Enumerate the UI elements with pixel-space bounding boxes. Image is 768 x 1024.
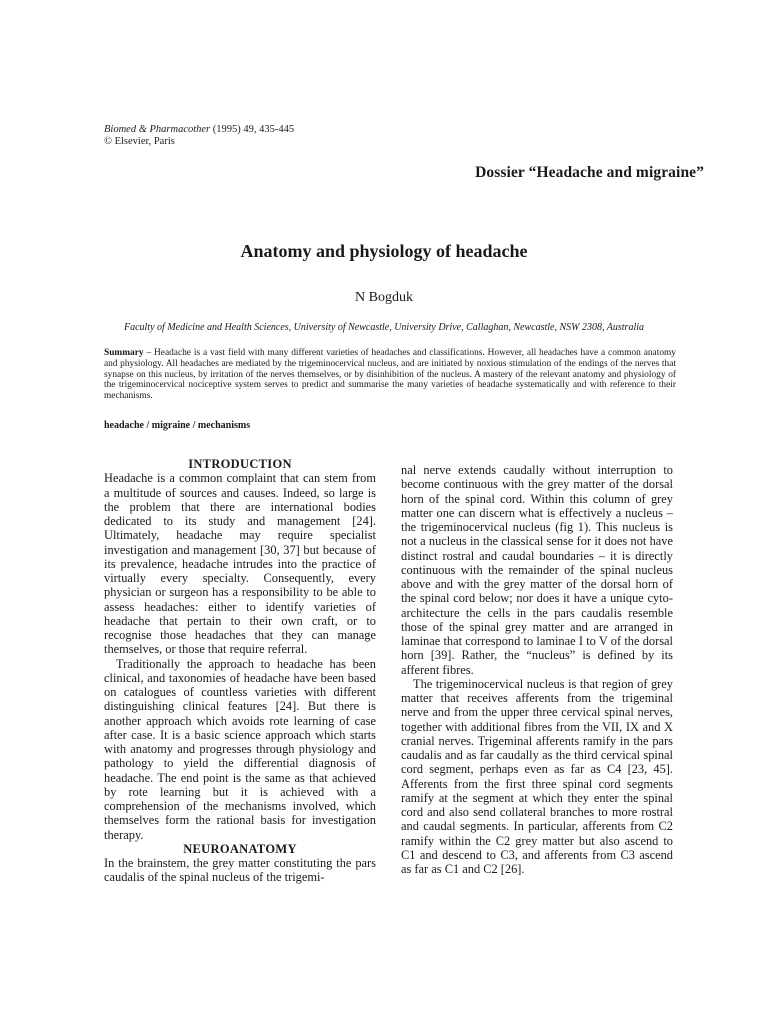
paragraph: Headache is a common complaint that can stem from a multitude of sources and causes. Indeed, so large is the problem that there are international bodies dedicated to its study and management [24]. Ultimately, headache may require specialist investigation and management [30, 37] but because of its prevalence, headache intrudes into the practice of virtually every specialty. Consequently, every physician or surgeon has a responsibility to be able to assess headaches: either to identify varieties of headache that pertain to their own craft, or to recognise those headaches that they can manage themselves, or those that require referral. — [104, 471, 376, 657]
paragraph: In the brainstem, the grey matter constituting the pars caudalis of the spinal nucleus of the trigemi- — [104, 856, 376, 885]
abstract — [104, 348, 676, 402]
author-affiliation: Faculty of Medicine and Health Sciences, University of Newcastle, University Drive, Callaghan, Newcastle, NSW 2308, Australia — [124, 322, 644, 333]
journal-volume: (1995) 49, 435-445 — [210, 124, 295, 135]
journal-title: Biomed & Pharmacother — [104, 124, 211, 135]
article-title: Anatomy and physiology of headache — [240, 241, 528, 261]
dossier-heading: Dossier “Headache and migraine” — [475, 164, 704, 181]
paragraph: The trigeminocervical nucleus is that region of grey matter that receives afferents from the trigeminal nerve and from the upper three cervical spinal nerves, together with additional fibres from the VII, IX and X cranial nerves. Trigeminal afferents ramify in the pars caudalis and as far caudally as the third cervical spinal cord segment, perhaps even as far as C4 [23, 45]. Afferents from the first three spinal cord segments ramify at the segment at which they enter the spinal cord and also send collateral branches to more rostral and caudal segments. In particular, afferents from C2 ramify within the C2 grey matter but also ascend to C1 and descend to C3, and afferents from C3 ascend as far as C1 and C2 [26]. — [401, 676, 673, 876]
paragraph: nal nerve extends caudally without interruption to become continuous with the grey matter of the dorsal horn of the spinal cord. Within this column of grey matter one can discern what is effectively a nucleus – the trigeminocervical nucleus (fig 1). This nucleus is not a nucleus in the classical sense for it does not have distinct rostral and caudal boundaries – it is directly continuous with the remainder of the spinal nucleus above and with the grey matter of the dorsal horn of the spinal cord below; nor does it have a unique cyto-architecture the cells in the pars caudalis resemble those of the spinal grey matter and are arranged in laminae that correspond to laminae I to V of the dorsal horn [39]. Rather, the “nucleus” is defined by its afferent fibres. — [401, 463, 673, 677]
abstract-label: Summary — [104, 348, 144, 358]
column-right — [401, 463, 673, 876]
abstract-text: – Headache is a vast field with many different varieties of headaches and classifications. However, all headaches have a common anatomy and physiology. All headaches are mediated by the trigeminocervical nucleus, and are initiated by noxious stimulation of the endings of the nerves that synapse on this nucleus, by irritation of the nerves themselves, or by disinhibition of the nucleus. A mastery of the relevant anatomy and physiology of the trigeminocervical nociceptive system serves to predict and summarise the many varieties of headache systematically and with reference to their mechanisms. — [104, 348, 676, 402]
journal-citation — [104, 124, 294, 148]
paragraph: Traditionally the approach to headache has been clinical, and taxonomies of headache have been based on catalogues of countless varieties with different distinguishing clinical features [24]. But there is another approach which avoids rote learning of case after case. It is a basic science approach which starts with anatomy and progresses through physiology and pathology to yield the differential diagnosis of headache. The end point is the same as that achieved by rote learning but it is achieved with a comprehension of the mechanisms involved, which themselves form the rational basis for investigation therapy. — [104, 656, 376, 842]
column-left — [104, 457, 376, 885]
copyright-line: © Elsevier, Paris — [104, 136, 175, 147]
author-name: N Bogduk — [355, 290, 413, 305]
section-heading-introduction: INTRODUCTION — [188, 457, 292, 471]
keywords: headache / migraine / mechanisms — [104, 420, 251, 431]
section-heading-neuroanatomy: NEUROANATOMY — [183, 841, 297, 856]
